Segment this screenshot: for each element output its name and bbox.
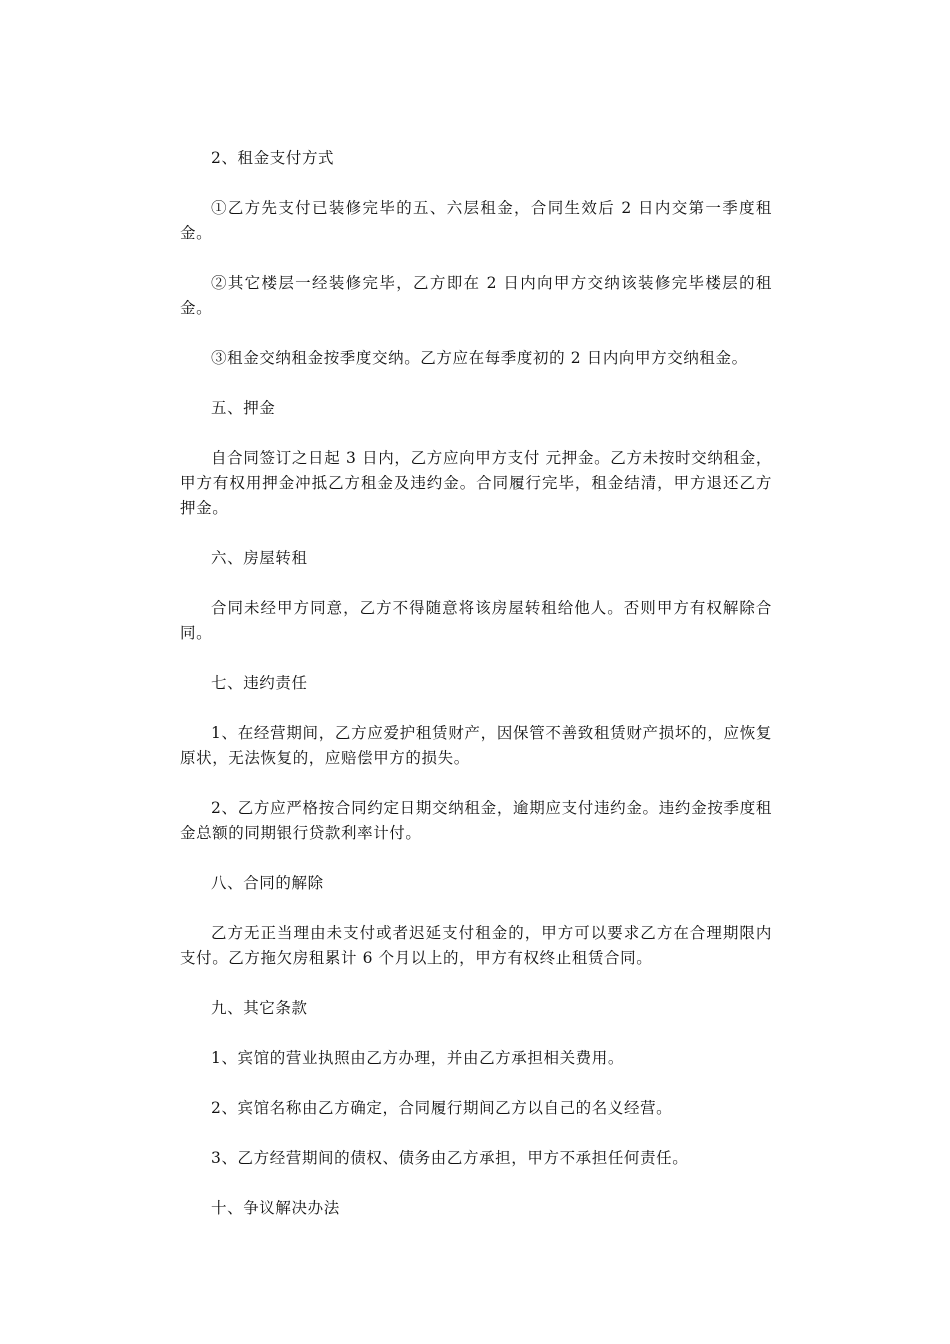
clause-paragraph: 2、乙方应严格按合同约定日期交纳租金，逾期应支付违约金。违约金按季度租金总额的同期银行贷款利率计付。 (180, 799, 772, 842)
section-heading-rent-payment: 2、租金支付方式 (211, 149, 335, 167)
section-heading-deposit: 五、押金 (211, 399, 276, 417)
section-heading-dispute: 十、争议解决办法 (211, 1199, 340, 1217)
clause-paragraph: 3、乙方经营期间的债权、债务由乙方承担，甲方不承担任何责任。 (211, 1149, 689, 1167)
clause-paragraph: 1、在经营期间，乙方应爱护租赁财产，因保管不善致租赁财产损坏的，应恢复原状，无法恢复的，应赔偿甲方的损失。 (180, 724, 772, 767)
clause-paragraph: 1、宾馆的营业执照由乙方办理，并由乙方承担相关费用。 (211, 1049, 624, 1067)
clause-paragraph: 乙方无正当理由未支付或者迟延支付租金的，甲方可以要求乙方在合理期限内支付。乙方拖欠房租累计 6 个月以上的，甲方有权终止租赁合同。 (180, 924, 772, 967)
section-heading-sublease: 六、房屋转租 (211, 549, 308, 567)
document-body (180, 146, 772, 1221)
section-heading-other-terms: 九、其它条款 (211, 999, 308, 1017)
section-heading-termination: 八、合同的解除 (211, 874, 324, 892)
section-heading-liability: 七、违约责任 (211, 674, 308, 692)
clause-paragraph: 合同未经甲方同意，乙方不得随意将该房屋转租给他人。否则甲方有权解除合同。 (180, 599, 772, 642)
clause-paragraph: 2、宾馆名称由乙方确定，合同履行期间乙方以自己的名义经营。 (211, 1099, 673, 1117)
clause-paragraph: 自合同签订之日起 3 日内，乙方应向甲方支付 元押金。乙方未按时交纳租金，甲方有权用押金冲抵乙方租金及违约金。合同履行完毕，租金结清，甲方退还乙方押金。 (180, 449, 772, 517)
clause-paragraph: ③租金交纳租金按季度交纳。乙方应在每季度初的 2 日内向甲方交纳租金。 (211, 349, 748, 367)
clause-paragraph: ②其它楼层一经装修完毕，乙方即在 2 日内向甲方交纳该装修完毕楼层的租金。 (180, 274, 772, 317)
clause-paragraph: ①乙方先支付已装修完毕的五、六层租金，合同生效后 2 日内交第一季度租金。 (180, 199, 772, 242)
